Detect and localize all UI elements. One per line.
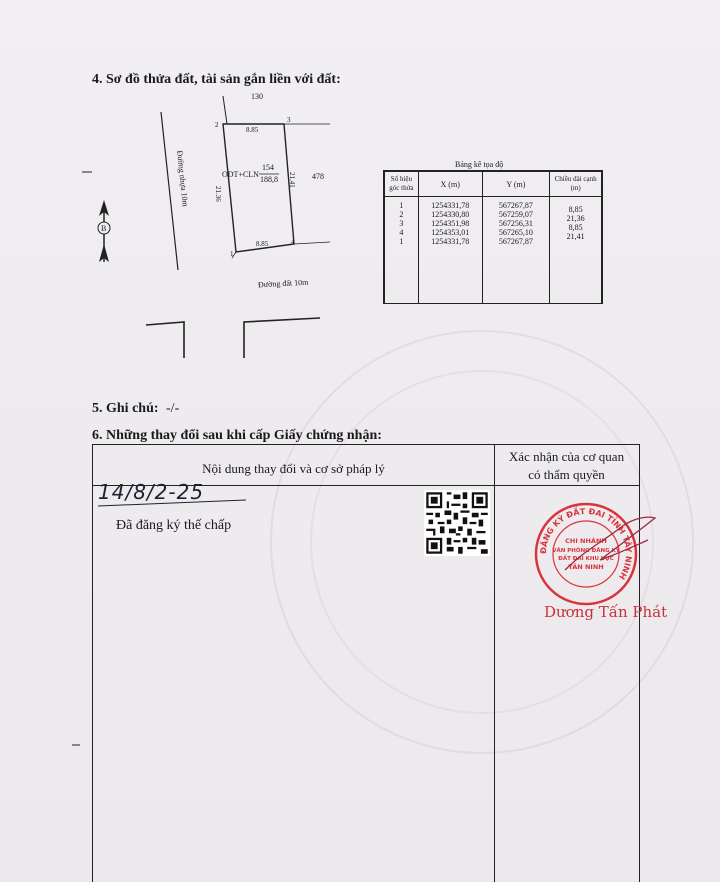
neighbor-top: 130: [251, 92, 263, 101]
coord-point: 2: [399, 210, 404, 219]
signature-icon: [560, 510, 660, 580]
authority-line-2: có thẩm quyền: [528, 467, 605, 482]
road-bottom-label: Đường đất 10m: [257, 277, 309, 290]
coord-length: 8,85: [568, 223, 583, 232]
coord-point: 1: [399, 237, 404, 246]
section-4-title: 4. Sơ đồ thửa đất, tài sản gắn liền với đất:: [92, 72, 341, 87]
coord-y: 567265,10: [498, 228, 533, 237]
coord-y: 567256,31: [498, 219, 533, 228]
corner-4: 4: [291, 238, 295, 246]
corner-3: 3: [287, 116, 291, 124]
coord-x: 1254330,80: [431, 210, 470, 219]
stamp-line-2: VĂN PHÒNG ĐĂNG KÝ: [552, 548, 620, 554]
coord-table: [383, 170, 603, 304]
north-label: B: [101, 224, 107, 233]
coord-x: 1254351,98: [431, 219, 470, 228]
coord-table-title: Bảng kê tọa độ: [455, 160, 504, 169]
parcel-area: 188,8: [260, 175, 278, 184]
coord-x: 1254331,78: [431, 201, 470, 210]
authority-line-1: Xác nhận của cơ quan: [508, 449, 625, 464]
coord-length: 21,36: [566, 214, 585, 223]
stamp-ring-text: ĐĂNG KÝ ĐẤT ĐAI TỈNH TÂY NINH: [538, 506, 634, 581]
column-divider: [494, 445, 495, 882]
signer-name: Dương Tấn Phát: [544, 603, 668, 621]
stamp-line-4: TÂN NINH: [568, 563, 604, 571]
coord-header-x: X (m): [418, 172, 482, 197]
coord-y: 567267,87: [498, 237, 533, 246]
coord-y: 567267,87: [498, 201, 533, 210]
coord-length: 21,41: [566, 232, 585, 241]
corner-1: 1: [230, 250, 234, 258]
neighbor-right: 478: [312, 172, 324, 181]
coord-x: 1254353,01: [431, 228, 470, 237]
coord-header-length: Chiều dài cạnh (m): [550, 172, 602, 197]
coord-header-y: Y (m): [482, 172, 550, 197]
road-left-label: Đường nhựa 10m: [175, 150, 190, 208]
coord-length: 8,85: [568, 205, 583, 214]
qr-code-icon: [424, 490, 490, 556]
handwritten-underline: [96, 484, 256, 510]
coord-header-point: Số hiệu góc thửa: [385, 172, 419, 197]
coord-point: 3: [399, 219, 404, 228]
coord-point: 4: [399, 228, 404, 237]
changes-header-authority: [494, 445, 639, 485]
section-5-title: [92, 401, 179, 417]
edge-left-length: 21.36: [214, 186, 222, 202]
coord-y: 567259,07: [498, 210, 533, 219]
corner-2: 2: [215, 121, 219, 129]
change-entry: Đã đăng ký thế chấp: [116, 518, 232, 533]
edge-right-length: 21.41: [288, 172, 296, 188]
section-5-label: 5. Ghi chú:: [92, 401, 159, 416]
section-5-value: -/-: [166, 401, 180, 416]
section-6-title: 6. Những thay đổi sau khi cấp Giấy chứng nhận:: [92, 428, 382, 443]
parcel-number: 154: [262, 163, 274, 172]
stamp-line-3: ĐẤT ĐAI KHU VỰC: [558, 556, 614, 562]
coord-point: 1: [399, 201, 404, 210]
edge-bottom-length: 8.85: [256, 240, 269, 248]
handwritten-date: 14/8/2-25: [98, 480, 205, 504]
coord-x: 1254331,78: [431, 237, 470, 246]
edge-top-length: 8.85: [246, 126, 259, 134]
stamp-line-1: CHI NHÁNH: [565, 537, 607, 545]
land-use-label: ODT+CLN: [222, 170, 259, 179]
changes-header-content: Nội dung thay đổi và cơ sở pháp lý: [202, 461, 385, 476]
